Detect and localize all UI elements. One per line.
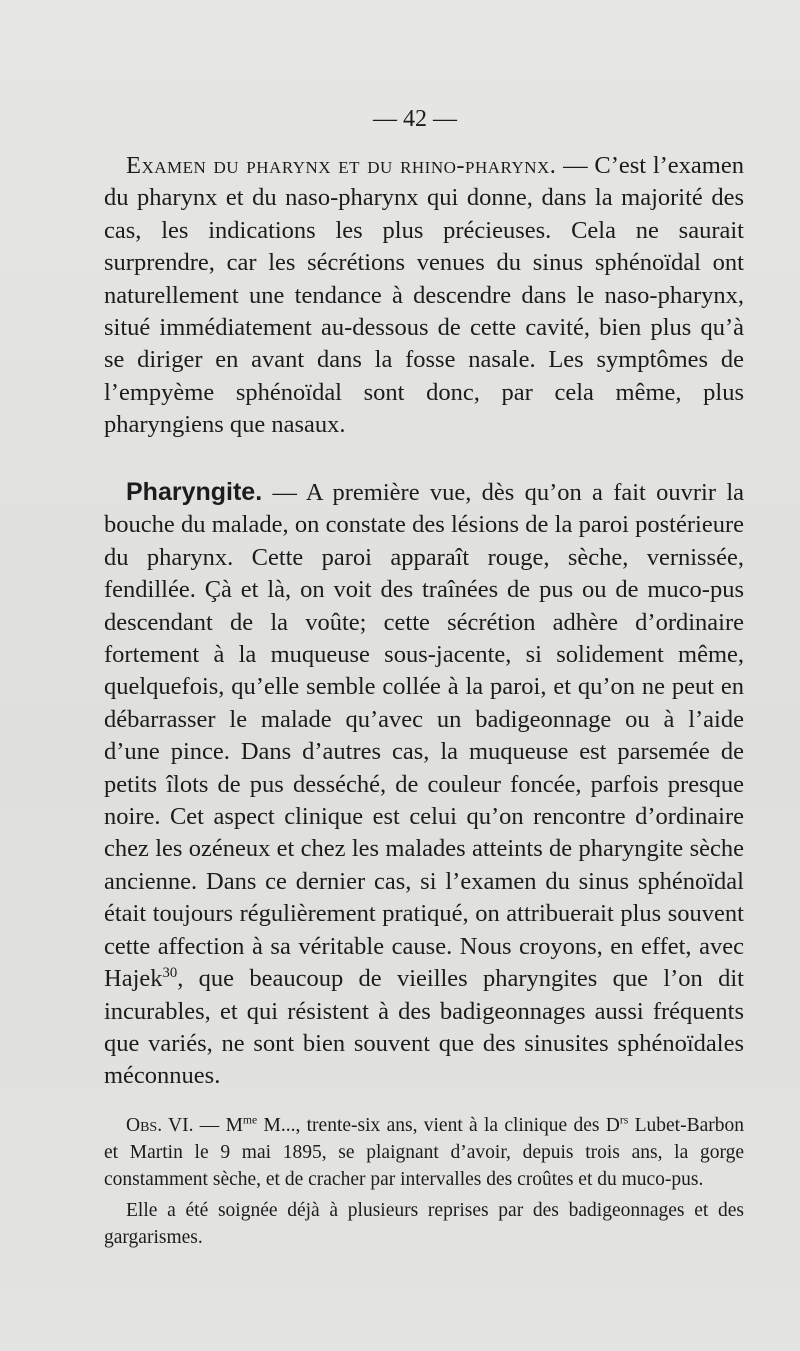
superscript-mme: me bbox=[242, 1113, 258, 1127]
paragraph-text-continued: , que beaucoup de vieilles pharyngites que l’on dit incurables, et qui résistent à des badigeonnages aussi fréquents que variés, ne sont bien souvent que des sinusites sphénoïdales méconnues. bbox=[104, 965, 744, 1090]
paragraph bbox=[104, 150, 744, 442]
page-number: — 42 — bbox=[373, 106, 457, 132]
paragraph-text: — C’est l’examen du pharynx et du naso-pharynx qui donne, dans la majorité des cas, les indications les plus précieuses. Cela ne saurait surprendre, car les sécrétions venues du sinus sphénoïdal ont naturellement une tendance à descendre dans le naso-pharynx, situé immédiatement au-dessous de cette cavité, bien plus qu’à se diriger en avant dans la fosse nasale. Les symptômes de l’empyème sphénoïdal sont donc, par cela même, plus pharyngiens que nasaux. bbox=[104, 152, 744, 439]
observation-label: Obs. VI. bbox=[126, 1115, 194, 1136]
superscript-drs: rs bbox=[619, 1113, 629, 1127]
observation-block bbox=[104, 1112, 744, 1251]
paragraph bbox=[104, 476, 744, 1093]
section-heading: Examen du pharynx et du rhino-pharynx. bbox=[126, 152, 557, 179]
observation-text: M..., trente-six ans, vient à la clinique des D bbox=[257, 1115, 620, 1136]
observation-paragraph bbox=[104, 1112, 744, 1193]
section-heading: Pharyngite. bbox=[126, 478, 263, 506]
observation-paragraph-2: Elle a été soignée déjà à plusieurs reprises par des badigeonnages et des gargarismes. bbox=[104, 1200, 744, 1248]
observation-dash: — M bbox=[193, 1115, 243, 1136]
reference-number: 30 bbox=[162, 964, 178, 981]
paragraph-text: — A première vue, dès qu’on a fait ouvrir la bouche du malade, on constate des lésions de la paroi postérieure du pharynx. Cette paroi apparaît rouge, sèche, vernissée, fendillée. Çà et là, on voit des traînées de pus ou de muco-pus descendant de la voûte; cette sécrétion adhère d’ordinaire fortement à la muqueuse sous-jacente, si solidement même, quelquefois, qu’elle semble collée à la paroi, et qu’on ne peut en débarrasser le malade qu’avec un badigeonnage ou à l’aide d’une pince. Dans d’autres cas, la muqueuse est parsemée de petits îlots de pus desséché, de couleur foncée, parfois presque noire. Cet aspect clinique est celui qu’on rencontre d’ordinaire chez les ozéneux et chez les malades atteints de pharyngite sèche ancienne. Dans ce dernier cas, si l’examen du sinus sphénoïdal était toujours régulièrement pratiqué, on attribuerait plus souvent cette affection à sa véritable cause. Nous croyons, en effet, avec Hajek bbox=[104, 479, 744, 993]
section-pharynx-examination bbox=[104, 150, 744, 442]
observation-text-continued: Lubet-Barbon et Martin le 9 mai 1895, se plaignant d’avoir, depuis trois ans, la gorge constamment sèche, et de cracher par intervalles des croûtes et du muco-pus. bbox=[104, 1115, 744, 1190]
section-pharyngitis bbox=[104, 476, 744, 1093]
